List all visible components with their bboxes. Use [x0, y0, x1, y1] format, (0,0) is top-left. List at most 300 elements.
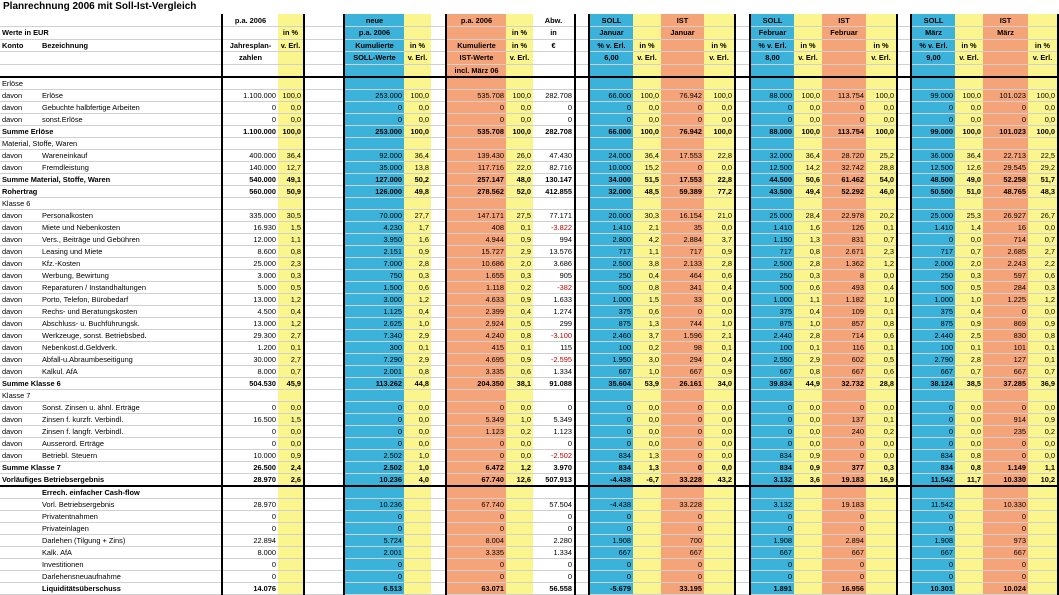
table-cell[interactable]: 282.708	[533, 89, 575, 101]
table-cell[interactable]	[575, 293, 589, 305]
table-cell[interactable]: 82.716	[533, 161, 575, 173]
table-cell[interactable]: 0,1	[404, 341, 431, 353]
table-cell[interactable]	[897, 125, 911, 137]
table-cell[interactable]: 2,0	[506, 257, 533, 269]
table-cell[interactable]: 44,8	[404, 377, 431, 389]
table-cell[interactable]: 1,1	[1028, 461, 1058, 473]
table-cell[interactable]: 27,7	[404, 209, 431, 221]
table-cell[interactable]: 875	[911, 317, 955, 329]
table-cell[interactable]: 0	[911, 413, 955, 425]
table-cell[interactable]	[0, 534, 40, 546]
table-cell[interactable]: 126	[822, 221, 866, 233]
table-cell[interactable]	[506, 498, 533, 510]
table-cell[interactable]	[794, 498, 822, 510]
table-cell[interactable]: 1,3	[633, 317, 661, 329]
table-cell[interactable]	[304, 534, 344, 546]
table-cell[interactable]: 2.671	[822, 245, 866, 257]
table-cell[interactable]: 0,4	[704, 281, 735, 293]
table-cell[interactable]: -3.100	[533, 329, 575, 341]
table-cell[interactable]	[633, 486, 661, 499]
table-cell[interactable]: Leasing und Miete	[40, 245, 222, 257]
table-cell[interactable]	[404, 486, 431, 499]
header-cell[interactable]	[735, 39, 750, 52]
table-cell[interactable]: 834	[750, 449, 794, 461]
table-cell[interactable]: 412.855	[533, 185, 575, 197]
table-cell[interactable]: 0	[533, 570, 575, 582]
table-cell[interactable]	[575, 377, 589, 389]
table-cell[interactable]: 0,0	[278, 101, 304, 113]
table-cell[interactable]: 33	[661, 293, 704, 305]
table-cell[interactable]: 13.000	[222, 293, 278, 305]
table-cell[interactable]: 0,5	[955, 281, 983, 293]
table-cell[interactable]	[735, 449, 750, 461]
table-cell[interactable]	[0, 522, 40, 534]
table-cell[interactable]: 0	[661, 101, 704, 113]
table-cell[interactable]: 14,2	[794, 161, 822, 173]
table-cell[interactable]	[446, 389, 506, 401]
table-cell[interactable]: 1.908	[911, 534, 955, 546]
table-cell[interactable]	[1028, 389, 1058, 401]
table-cell[interactable]: 0,0	[1028, 113, 1058, 125]
table-cell[interactable]: 3.132	[750, 473, 794, 486]
table-cell[interactable]: 37.285	[983, 377, 1028, 389]
table-cell[interactable]	[575, 486, 589, 499]
table-cell[interactable]: 0	[661, 401, 704, 413]
table-cell[interactable]: 100,0	[955, 89, 983, 101]
table-cell[interactable]: 3.335	[446, 546, 506, 558]
table-cell[interactable]: 2,7	[1028, 245, 1058, 257]
table-cell[interactable]: 1,2	[506, 461, 533, 473]
table-cell[interactable]: Werkzeuge, sonst. Betriebsbed.	[40, 329, 222, 341]
table-cell[interactable]	[40, 185, 222, 197]
table-cell[interactable]: 0,0	[955, 425, 983, 437]
table-cell[interactable]: 875	[750, 317, 794, 329]
table-cell[interactable]	[278, 510, 304, 522]
table-cell[interactable]	[575, 257, 589, 269]
table-cell[interactable]	[404, 137, 431, 149]
table-cell[interactable]	[735, 101, 750, 113]
table-cell[interactable]	[575, 389, 589, 401]
table-cell[interactable]: 36,9	[1028, 377, 1058, 389]
table-cell[interactable]	[304, 209, 344, 221]
table-cell[interactable]: 0	[344, 437, 404, 449]
table-cell[interactable]	[431, 185, 446, 197]
table-cell[interactable]: sonst.Erlöse	[40, 113, 222, 125]
table-cell[interactable]: 11.542	[911, 473, 955, 486]
table-cell[interactable]: 127.000	[344, 173, 404, 185]
table-cell[interactable]	[897, 137, 911, 149]
table-cell[interactable]	[1028, 570, 1058, 582]
table-cell[interactable]: 0	[661, 570, 704, 582]
table-cell[interactable]: 10.236	[344, 498, 404, 510]
table-cell[interactable]: 1,3	[794, 233, 822, 245]
table-cell[interactable]	[575, 425, 589, 437]
table-cell[interactable]: 973	[983, 534, 1028, 546]
table-cell[interactable]	[304, 197, 344, 209]
header-cell[interactable]	[704, 14, 735, 27]
table-cell[interactable]: 0,0	[404, 101, 431, 113]
table-cell[interactable]	[735, 353, 750, 365]
table-cell[interactable]: 0	[750, 558, 794, 570]
table-cell[interactable]	[431, 365, 446, 377]
table-cell[interactable]: 0,7	[955, 365, 983, 377]
table-cell[interactable]	[575, 570, 589, 582]
table-cell[interactable]	[575, 353, 589, 365]
table-cell[interactable]	[750, 77, 794, 90]
table-cell[interactable]: 1.334	[533, 546, 575, 558]
table-cell[interactable]	[0, 558, 40, 570]
table-cell[interactable]	[431, 425, 446, 437]
table-cell[interactable]: 667	[911, 365, 955, 377]
table-cell[interactable]: 34.000	[589, 173, 633, 185]
table-cell[interactable]	[897, 534, 911, 546]
table-cell[interactable]	[431, 353, 446, 365]
header-cell[interactable]: SOLL	[589, 14, 633, 27]
table-cell[interactable]	[735, 510, 750, 522]
header-cell[interactable]	[575, 14, 589, 27]
table-cell[interactable]	[431, 245, 446, 257]
table-cell[interactable]: 1.123	[446, 425, 506, 437]
header-cell[interactable]	[575, 52, 589, 65]
header-cell[interactable]: v. Erl.	[794, 52, 822, 65]
table-cell[interactable]	[431, 486, 446, 499]
table-cell[interactable]	[735, 281, 750, 293]
table-cell[interactable]	[431, 149, 446, 161]
header-cell[interactable]	[431, 14, 446, 27]
table-cell[interactable]	[304, 570, 344, 582]
table-cell[interactable]: 0	[983, 510, 1028, 522]
table-cell[interactable]: 46,0	[866, 185, 897, 197]
table-cell[interactable]: 2.460	[589, 329, 633, 341]
table-cell[interactable]	[750, 389, 794, 401]
table-cell[interactable]: Rechs- und Beratungskosten	[40, 305, 222, 317]
header-cell[interactable]	[955, 14, 983, 27]
table-cell[interactable]	[866, 510, 897, 522]
table-cell[interactable]	[575, 317, 589, 329]
table-cell[interactable]: 744	[661, 317, 704, 329]
table-cell[interactable]: 0,0	[1028, 305, 1058, 317]
table-cell[interactable]	[431, 449, 446, 461]
table-cell[interactable]: 100,0	[404, 89, 431, 101]
table-cell[interactable]: 54,0	[866, 173, 897, 185]
table-cell[interactable]: 0,3	[404, 269, 431, 281]
table-cell[interactable]	[983, 197, 1028, 209]
table-cell[interactable]	[589, 197, 633, 209]
table-cell[interactable]: 830	[983, 329, 1028, 341]
table-cell[interactable]: 113.754	[822, 125, 866, 137]
table-cell[interactable]: 0,9	[506, 353, 533, 365]
table-cell[interactable]	[750, 137, 794, 149]
header-cell[interactable]: Konto	[0, 39, 40, 52]
table-cell[interactable]	[575, 401, 589, 413]
table-cell[interactable]: Kalk. AfA	[40, 546, 222, 558]
table-cell[interactable]: Privatentnahmen	[40, 510, 222, 522]
table-cell[interactable]	[866, 570, 897, 582]
table-cell[interactable]: Klasse 6	[0, 197, 40, 209]
table-cell[interactable]: 0,7	[278, 365, 304, 377]
table-cell[interactable]: 0	[533, 522, 575, 534]
table-cell[interactable]: 0,1	[506, 341, 533, 353]
table-cell[interactable]: 1.118	[446, 281, 506, 293]
table-cell[interactable]: 13,8	[404, 161, 431, 173]
table-cell[interactable]: 0,8	[278, 245, 304, 257]
table-cell[interactable]: 1.000	[750, 293, 794, 305]
table-cell[interactable]	[955, 546, 983, 558]
table-cell[interactable]: 0	[533, 101, 575, 113]
table-cell[interactable]: 4,0	[404, 473, 431, 486]
table-cell[interactable]: 2.502	[344, 449, 404, 461]
table-cell[interactable]	[431, 401, 446, 413]
table-cell[interactable]	[278, 522, 304, 534]
table-cell[interactable]: 0	[222, 401, 278, 413]
table-cell[interactable]: 3.000	[344, 293, 404, 305]
header-cell[interactable]	[897, 52, 911, 65]
table-cell[interactable]	[344, 486, 404, 499]
table-cell[interactable]: 0	[661, 161, 704, 173]
table-cell[interactable]: 0	[822, 558, 866, 570]
table-cell[interactable]: 20,2	[866, 209, 897, 221]
table-cell[interactable]	[222, 137, 278, 149]
header-cell[interactable]	[735, 27, 750, 40]
table-cell[interactable]: 12.000	[222, 233, 278, 245]
header-cell[interactable]	[661, 64, 704, 77]
table-cell[interactable]: 0,0	[633, 437, 661, 449]
table-cell[interactable]	[897, 486, 911, 499]
table-cell[interactable]: 26.927	[983, 209, 1028, 221]
table-cell[interactable]	[897, 389, 911, 401]
table-cell[interactable]: 19.183	[822, 473, 866, 486]
table-cell[interactable]: 12.500	[750, 161, 794, 173]
table-cell[interactable]	[304, 498, 344, 510]
table-cell[interactable]: 8.600	[222, 245, 278, 257]
table-cell[interactable]: 0	[983, 522, 1028, 534]
header-cell[interactable]: p.a. 2006	[222, 14, 278, 27]
table-cell[interactable]	[983, 389, 1028, 401]
table-cell[interactable]: 1.334	[533, 365, 575, 377]
table-cell[interactable]: 0	[344, 413, 404, 425]
table-cell[interactable]	[431, 293, 446, 305]
table-cell[interactable]	[575, 305, 589, 317]
table-cell[interactable]: 0,4	[404, 305, 431, 317]
table-cell[interactable]: 1,1	[278, 233, 304, 245]
table-cell[interactable]	[735, 233, 750, 245]
table-cell[interactable]	[575, 558, 589, 570]
table-cell[interactable]	[431, 137, 446, 149]
header-cell[interactable]: in %	[704, 39, 735, 52]
table-cell[interactable]: 36,4	[278, 149, 304, 161]
table-cell[interactable]: Summe Erlöse	[2, 126, 54, 136]
table-cell[interactable]	[897, 269, 911, 281]
header-cell[interactable]	[794, 27, 822, 40]
table-cell[interactable]: 2,9	[794, 353, 822, 365]
table-cell[interactable]	[431, 534, 446, 546]
table-cell[interactable]	[431, 546, 446, 558]
table-cell[interactable]	[735, 558, 750, 570]
header-cell[interactable]	[955, 64, 983, 77]
table-cell[interactable]	[897, 377, 911, 389]
table-cell[interactable]: 0,8	[794, 365, 822, 377]
table-cell[interactable]	[822, 197, 866, 209]
table-cell[interactable]	[1028, 522, 1058, 534]
table-cell[interactable]	[575, 534, 589, 546]
table-cell[interactable]	[304, 510, 344, 522]
table-cell[interactable]: 100,0	[278, 89, 304, 101]
header-cell[interactable]: v. Erl.	[955, 52, 983, 65]
table-cell[interactable]	[431, 498, 446, 510]
table-cell[interactable]	[735, 401, 750, 413]
table-cell[interactable]	[704, 522, 735, 534]
table-cell[interactable]: 1,6	[794, 221, 822, 233]
table-cell[interactable]: -4.438	[589, 498, 633, 510]
table-cell[interactable]	[278, 197, 304, 209]
table-cell[interactable]: 1,0	[506, 413, 533, 425]
table-cell[interactable]	[222, 486, 278, 499]
header-cell[interactable]: Februar	[822, 27, 866, 40]
table-cell[interactable]	[575, 341, 589, 353]
table-cell[interactable]: 0,6	[506, 365, 533, 377]
table-cell[interactable]: 0,0	[866, 269, 897, 281]
table-cell[interactable]: 0	[589, 437, 633, 449]
table-cell[interactable]	[866, 522, 897, 534]
table-cell[interactable]: 0,1	[1028, 341, 1058, 353]
table-cell[interactable]	[304, 473, 344, 486]
table-cell[interactable]: 905	[533, 269, 575, 281]
table-cell[interactable]	[866, 498, 897, 510]
header-cell[interactable]: März	[983, 27, 1028, 40]
table-cell[interactable]: 667	[911, 546, 955, 558]
table-cell[interactable]: 127	[983, 353, 1028, 365]
table-cell[interactable]: 535.708	[446, 89, 506, 101]
table-cell[interactable]: 0,0	[278, 425, 304, 437]
table-cell[interactable]	[897, 161, 911, 173]
table-cell[interactable]: 139.430	[446, 149, 506, 161]
table-cell[interactable]	[431, 233, 446, 245]
table-cell[interactable]: 4.633	[446, 293, 506, 305]
header-cell[interactable]	[222, 64, 278, 77]
header-cell[interactable]	[506, 14, 533, 27]
table-cell[interactable]: 33.228	[661, 498, 704, 510]
header-cell[interactable]	[222, 27, 278, 40]
table-cell[interactable]: 49,0	[955, 173, 983, 185]
table-cell[interactable]	[506, 510, 533, 522]
table-cell[interactable]: 0,0	[1028, 101, 1058, 113]
table-cell[interactable]: 3.335	[446, 365, 506, 377]
table-cell[interactable]	[533, 389, 575, 401]
table-cell[interactable]	[304, 281, 344, 293]
table-cell[interactable]: 0	[822, 113, 866, 125]
table-cell[interactable]: 0,2	[1028, 425, 1058, 437]
table-cell[interactable]	[897, 89, 911, 101]
table-cell[interactable]: 3.970	[533, 461, 575, 473]
table-cell[interactable]: Zinsen f. langfr. Verbindl.	[40, 425, 222, 437]
table-cell[interactable]: 20.000	[589, 209, 633, 221]
table-cell[interactable]: 0	[911, 522, 955, 534]
table-cell[interactable]: 10.236	[344, 473, 404, 486]
header-cell[interactable]: in %	[633, 39, 661, 52]
table-cell[interactable]: 1,0	[404, 449, 431, 461]
table-cell[interactable]: 0	[750, 425, 794, 437]
table-cell[interactable]	[278, 77, 304, 90]
table-cell[interactable]: 26,0	[506, 149, 533, 161]
table-cell[interactable]: 0,0	[506, 101, 533, 113]
table-cell[interactable]: 0	[344, 101, 404, 113]
table-cell[interactable]	[633, 534, 661, 546]
table-cell[interactable]: 1,5	[278, 413, 304, 425]
table-cell[interactable]	[866, 534, 897, 546]
table-cell[interactable]: 32.742	[822, 161, 866, 173]
table-cell[interactable]: 540.000	[222, 173, 278, 185]
table-cell[interactable]	[575, 546, 589, 558]
table-cell[interactable]: Summe Klasse 7	[2, 462, 61, 472]
table-cell[interactable]: 7.290	[344, 353, 404, 365]
table-cell[interactable]	[575, 498, 589, 510]
table-cell[interactable]: 0	[983, 401, 1028, 413]
table-cell[interactable]	[404, 197, 431, 209]
header-cell[interactable]	[533, 52, 575, 65]
header-cell[interactable]: Jahresplan-	[222, 39, 278, 52]
table-cell[interactable]	[304, 245, 344, 257]
header-cell[interactable]	[575, 64, 589, 77]
table-cell[interactable]: 4.240	[446, 329, 506, 341]
table-cell[interactable]: 2.924	[446, 317, 506, 329]
table-cell[interactable]: 375	[589, 305, 633, 317]
table-cell[interactable]: 77.171	[533, 209, 575, 221]
table-cell[interactable]	[955, 582, 983, 594]
table-cell[interactable]: 0,0	[866, 401, 897, 413]
header-cell[interactable]: Werte in EUR	[2, 28, 49, 38]
table-cell[interactable]: 0	[589, 522, 633, 534]
table-cell[interactable]: 100,0	[704, 125, 735, 137]
table-cell[interactable]: 3,6	[794, 473, 822, 486]
table-cell[interactable]: 0	[446, 101, 506, 113]
table-cell[interactable]	[704, 77, 735, 90]
table-cell[interactable]: 0,0	[794, 101, 822, 113]
table-cell[interactable]	[304, 293, 344, 305]
table-cell[interactable]: 500	[589, 281, 633, 293]
table-cell[interactable]	[278, 534, 304, 546]
table-cell[interactable]: 70.000	[344, 209, 404, 221]
table-cell[interactable]: 51,0	[955, 185, 983, 197]
table-cell[interactable]: 834	[911, 461, 955, 473]
table-cell[interactable]	[304, 461, 344, 473]
table-cell[interactable]: 45,9	[278, 377, 304, 389]
header-cell[interactable]	[955, 27, 983, 40]
table-cell[interactable]	[431, 269, 446, 281]
table-cell[interactable]	[344, 137, 404, 149]
table-cell[interactable]: 0,4	[278, 305, 304, 317]
table-cell[interactable]: 0	[533, 510, 575, 522]
table-cell[interactable]	[506, 558, 533, 570]
table-cell[interactable]	[278, 558, 304, 570]
table-cell[interactable]	[735, 522, 750, 534]
table-cell[interactable]	[40, 197, 222, 209]
header-cell[interactable]	[983, 39, 1028, 52]
table-cell[interactable]	[222, 197, 278, 209]
table-cell[interactable]: 1.150	[750, 233, 794, 245]
table-cell[interactable]: 0,8	[794, 245, 822, 257]
table-cell[interactable]: 66.000	[589, 89, 633, 101]
table-cell[interactable]: 0,0	[704, 461, 735, 473]
table-cell[interactable]: 1,2	[1028, 293, 1058, 305]
header-cell[interactable]	[575, 39, 589, 52]
header-cell[interactable]: 6,00	[589, 52, 633, 65]
table-cell[interactable]: 1,6	[404, 233, 431, 245]
table-cell[interactable]: 113.262	[344, 377, 404, 389]
table-cell[interactable]	[735, 89, 750, 101]
table-cell[interactable]	[704, 498, 735, 510]
table-cell[interactable]: 278.562	[446, 185, 506, 197]
table-cell[interactable]: 101.023	[983, 125, 1028, 137]
